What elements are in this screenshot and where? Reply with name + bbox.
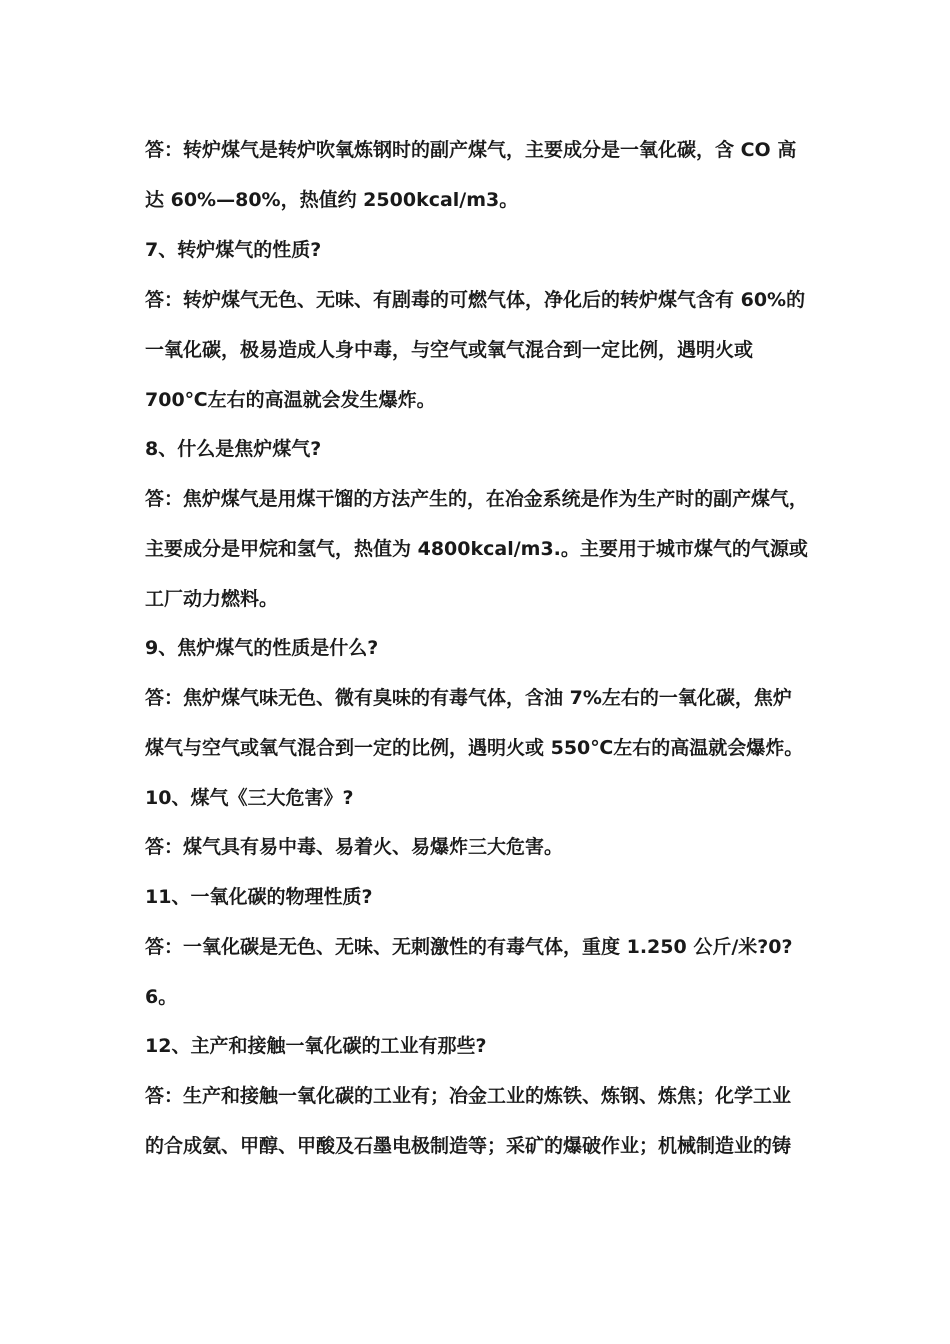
text-line: 达 60%—80%，热值约 2500kcal/m3。: [145, 189, 519, 211]
text-line: 答：生产和接触一氧化碳的工业有；冶金工业的炼铁、炼钢、炼焦；化学工业: [145, 1085, 792, 1107]
text-line: 答：一氧化碳是无色、无味、无刺激性的有毒气体，重度 1.250 公斤/米?0?: [145, 936, 793, 958]
question-heading: 8、什么是焦炉煤气?: [145, 438, 322, 460]
question-heading: 10、煤气《三大危害》?: [145, 787, 354, 809]
text-line: 工厂动力燃料。: [145, 588, 279, 610]
text-line: 一氧化碳，极易造成人身中毒，与空气或氧气混合到一定比例，遇明火或: [145, 339, 754, 361]
text-line: 的合成氨、甲醇、甲酸及石墨电极制造等；采矿的爆破作业；机械制造业的铸: [145, 1135, 792, 1157]
question-heading: 7、转炉煤气的性质?: [145, 239, 322, 261]
question-heading: 12、主产和接触一氧化碳的工业有那些?: [145, 1035, 487, 1057]
question-heading: 9、焦炉煤气的性质是什么?: [145, 637, 379, 659]
text-line: 答：煤气具有易中毒、易着火、易爆炸三大危害。: [145, 836, 564, 858]
text-line: 答：焦炉煤气味无色、微有臭味的有毒气体，含油 7%左右的一氧化碳，焦炉: [145, 687, 792, 709]
text-line: 答：转炉煤气是转炉吹氧炼钢时的副产煤气，主要成分是一氧化碳，含 CO 高: [145, 139, 797, 161]
question-heading: 11、一氧化碳的物理性质?: [145, 886, 373, 908]
text-line: 6。: [145, 986, 178, 1008]
text-line: 煤气与空气或氧气混合到一定的比例，遇明火或 550℃左右的高温就会爆炸。: [145, 737, 804, 759]
text-line: 700℃左右的高温就会发生爆炸。: [145, 389, 436, 411]
text-line: 答：转炉煤气无色、无味、有剧毒的可燃气体，净化后的转炉煤气含有 60%的: [145, 289, 806, 311]
text-line: 主要成分是甲烷和氢气，热值为 4800kcal/m3.。主要用于城市煤气的气源或: [145, 538, 808, 560]
text-line: 答：焦炉煤气是用煤干馏的方法产生的，在冶金系统是作为生产时的副产煤气，: [145, 488, 808, 510]
